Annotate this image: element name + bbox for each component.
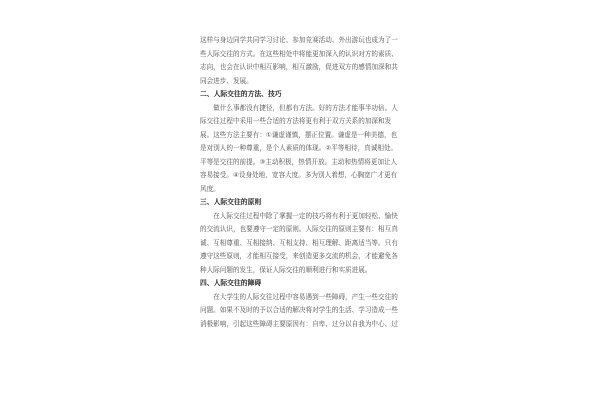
paragraph-obstacles: 在大学生的人际交往过程中容易遇到一些障碍，产生一些交往的问题。如果不及时的予以合适的解决将对学生的生活、学习造成一些消极影响，引起这些障碍主要原因有：自卑、过分以自我为中心、过 xyxy=(200,292,398,328)
paragraph-methods: 做什么事都没有捷径，但都有方法。好的方法才能事半功倍。人际交往过程中采用一些合适的方法将更有利于双方关系的加深和发展。这些方法主要有：①谦虚谨慎，摆正位置。谦虚是一种美德，也是对别人的一种尊重，是个人素质的体现。②平等相待，真诚相处。平等是交往的前提。③主动积极，热情开放。主动和热情将更加让人容易接受。④设身处地，宽容大度。多为别人着想，心胸宽广才更有风度。 xyxy=(200,103,398,193)
document-body xyxy=(200,34,400,331)
section-heading-methods: 二、人际交往的方法、技巧 xyxy=(200,90,282,98)
section-heading-obstacles: 四、人际交往的障碍 xyxy=(200,279,262,287)
paragraph-intro: 这样与身边同学共同学习讨论、参加竞赛活动、外出游玩也成为了一些人际交往的方式。在这些相处中将能更加深入的认识对方的素质、志向，也会在认识中相互影响，相互激励，促进双方的感情加深和共同会进步、发展。 xyxy=(200,36,398,85)
section-heading-principles: 三、人际交往的原则 xyxy=(200,198,262,206)
paragraph-principles: 在人际交往过程中除了掌握一定的技巧将有利于更加轻松、愉快的交流认识，也要遵守一定的原则。人际交往的原则主要有：相互真诚、互相尊重、互相接纳、互相支持、相互理解、距离适当等。只有遵守这些原则，才能相互接受，来创造更多交流的机会，才能避免各种人际问题的发生，保证人际交往的顺利进行和实质进展。 xyxy=(200,211,398,274)
